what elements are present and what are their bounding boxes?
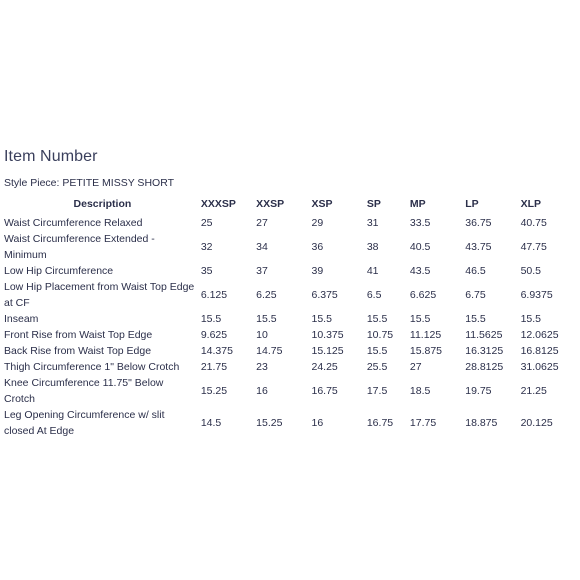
measurement-description: Knee Circumference 11.75" Below Crotch <box>4 377 164 405</box>
measurement-value: 16.75 <box>366 417 394 429</box>
measurement-value: 18.875 <box>465 417 498 429</box>
measurement-value: 43.5 <box>409 265 431 277</box>
measurement-value: 15.5 <box>520 313 542 325</box>
measurement-value: 47.75 <box>520 241 547 253</box>
measurement-value: 23 <box>256 361 268 373</box>
column-header-size: XLP <box>520 198 541 210</box>
style-piece-label: Style Piece: PETITE MISSY SHORT <box>4 177 174 189</box>
measurement-value: 43.75 <box>465 241 492 253</box>
measurement-description: Front Rise from Waist Top Edge <box>4 329 153 341</box>
table-row <box>4 231 576 263</box>
measurement-value: 15.5 <box>409 313 431 325</box>
spec-sheet <box>4 148 576 439</box>
measurement-value: 37 <box>256 265 268 277</box>
measurement-value: 27 <box>409 361 422 373</box>
measurement-value: 6.9375 <box>520 289 553 301</box>
column-header-size: XXSP <box>256 198 285 210</box>
column-header-size: SP <box>366 198 381 210</box>
measurement-value: 6.375 <box>311 289 338 301</box>
measurement-value: 6.25 <box>256 289 277 301</box>
measurement-value: 25 <box>200 217 213 229</box>
measurement-value: 16.3125 <box>465 345 504 357</box>
measurement-value: 16 <box>311 417 324 429</box>
measurement-value: 41 <box>366 265 379 277</box>
measurement-value: 6.5 <box>366 289 382 301</box>
measurement-value: 36 <box>311 241 324 253</box>
measurement-value: 18.5 <box>409 385 431 397</box>
measurement-description: Leg Opening Circumference w/ slit closed At Edge <box>4 409 165 437</box>
column-header-description: Description <box>73 198 132 210</box>
measurement-value: 10 <box>256 329 268 341</box>
table-body <box>4 215 576 439</box>
measurement-value: 31 <box>366 217 379 229</box>
measurements-table <box>4 197 576 439</box>
measurement-value: 36.75 <box>465 217 492 229</box>
measurement-value: 31.0625 <box>520 361 559 373</box>
measurement-value: 15.25 <box>200 385 228 397</box>
column-header-size: MP <box>409 198 426 210</box>
measurement-description: Waist Circumference Extended - Minimum <box>4 233 155 261</box>
measurement-value: 15.125 <box>311 345 344 357</box>
measurement-value: 50.5 <box>520 265 542 277</box>
measurement-description: Inseam <box>4 313 39 325</box>
measurement-value: 15.5 <box>366 345 388 357</box>
measurement-description: Waist Circumference Relaxed <box>4 217 143 229</box>
measurement-value: 21.75 <box>200 361 228 373</box>
measurement-value: 34 <box>256 241 268 253</box>
measurement-value: 19.75 <box>465 385 492 397</box>
measurement-value: 16.8125 <box>520 345 559 357</box>
column-header-size: LP <box>465 198 479 210</box>
measurement-value: 14.5 <box>200 417 222 429</box>
measurement-value: 40.75 <box>520 217 547 229</box>
table-row <box>4 215 576 231</box>
measurement-value: 35 <box>200 265 213 277</box>
measurement-value: 38 <box>366 241 379 253</box>
measurement-value: 15.25 <box>256 417 283 429</box>
measurement-value: 14.75 <box>256 345 283 357</box>
measurement-value: 39 <box>311 265 324 277</box>
table-row <box>4 263 576 279</box>
measurement-description: Low Hip Circumference <box>4 265 114 277</box>
measurement-value: 17.5 <box>366 385 388 397</box>
measurement-value: 25.5 <box>366 361 388 373</box>
measurement-value: 16 <box>256 385 268 397</box>
table-row <box>4 343 576 359</box>
measurement-value: 11.125 <box>409 329 442 341</box>
measurement-value: 46.5 <box>465 265 486 277</box>
measurement-value: 14.375 <box>200 345 233 357</box>
table-row <box>4 407 576 439</box>
column-header-size: XSP <box>311 198 333 210</box>
measurement-value: 6.625 <box>409 289 437 301</box>
measurement-value: 15.5 <box>465 313 486 325</box>
measurement-value: 11.5625 <box>465 329 503 341</box>
table-row <box>4 327 576 343</box>
measurement-value: 10.75 <box>366 329 394 341</box>
measurement-value: 27 <box>256 217 268 229</box>
measurement-description: Back Rise from Waist Top Edge <box>4 345 152 357</box>
measurement-value: 29 <box>311 217 324 229</box>
measurement-value: 10.375 <box>311 329 344 341</box>
measurement-value: 33.5 <box>409 217 431 229</box>
table-row <box>4 375 576 407</box>
measurement-value: 20.125 <box>520 417 553 429</box>
measurement-description: Thigh Circumference 1" Below Crotch <box>4 361 180 373</box>
measurement-value: 15.5 <box>366 313 388 325</box>
measurement-value: 21.25 <box>520 385 547 397</box>
measurement-value: 24.25 <box>311 361 338 373</box>
measurement-value: 32 <box>200 241 213 253</box>
measurement-value: 17.75 <box>409 417 437 429</box>
measurement-value: 15.5 <box>311 313 332 325</box>
column-header-size: XXXSP <box>200 198 236 210</box>
measurement-value: 9.625 <box>200 329 228 341</box>
measurement-value: 12.0625 <box>520 329 559 341</box>
measurement-value: 40.5 <box>409 241 431 253</box>
table-row <box>4 279 576 311</box>
table-header-row <box>4 197 576 215</box>
measurement-value: 6.125 <box>200 289 228 301</box>
table-row <box>4 359 576 375</box>
measurement-value: 28.8125 <box>465 361 504 373</box>
measurement-value: 6.75 <box>465 289 486 301</box>
measurement-value: 16.75 <box>311 385 338 397</box>
page-title: Item Number <box>4 148 98 165</box>
measurement-value: 15.875 <box>409 345 443 357</box>
measurement-value: 15.5 <box>256 313 277 325</box>
measurement-value: 15.5 <box>200 313 222 325</box>
table-row <box>4 311 576 327</box>
measurement-description: Low Hip Placement from Waist Top Edge at CF <box>4 281 195 309</box>
